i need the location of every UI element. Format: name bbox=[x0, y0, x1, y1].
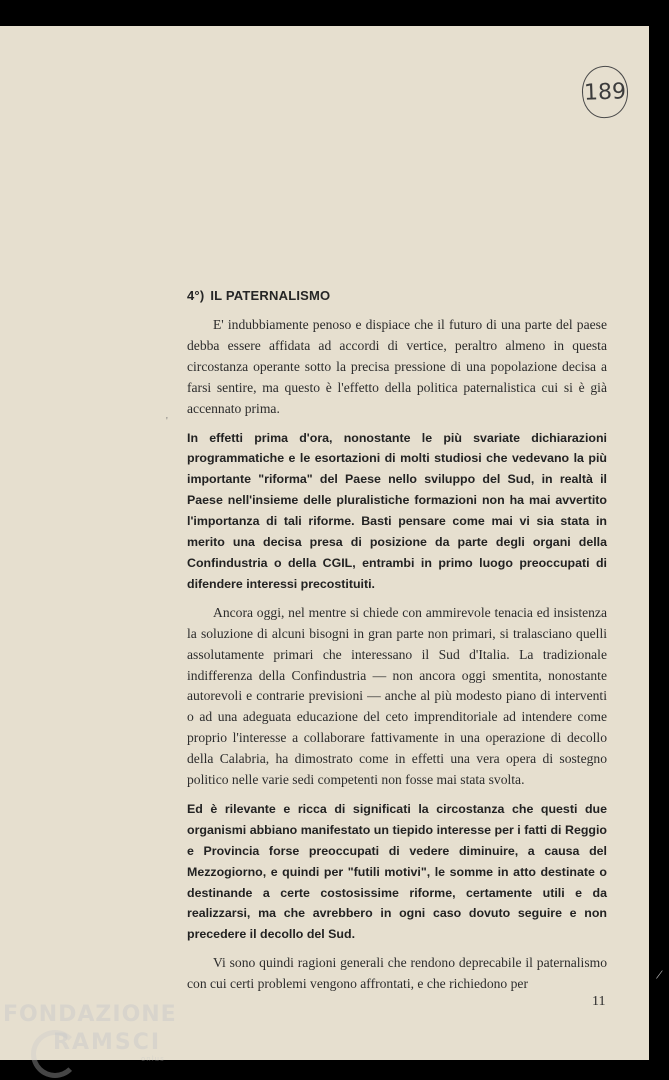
watermark-line2: RAMSCI bbox=[53, 1030, 162, 1055]
section-heading bbox=[187, 288, 330, 303]
paragraph: Ancora oggi, nel mentre si chiede con ammirevole tenacia ed insistenza la soluzione di alcuni bisogni in gran parte non primari, si tralasciano quelli assolutamente primari che interessano il Sud d'Italia. La tradizionale indifferenza della Confindustria — non ancora oggi smentita, nonostante autorevoli e contrarie previsioni — anche al più modesto piano di interventi o ad una adeguata educazione del ceto imprenditoriale ad intendere come proprio l'interesse a collaborare fattivamente in una operazione di decollo della Calabria, ha dimostrato come in effetti una vera opera di sostegno politico nelle varie sedi competenti non fosse mai stata svolta. bbox=[187, 604, 607, 788]
paragraph-bold: In effetti prima d'ora, nonostante le più svariate dichiarazioni programmatiche e le esortazioni di molti studiosi che vedevano la più importante "riforma" del Paese nello sviluppo del Sud, in realtà il Paese nell'insieme delle pluralistiche formazioni non ha mai avvertito l'importanza di tali riforme. Basti pensare come mai vi sia stata in merito una decisa presa di posizione da parte degli organi della Confindustria o della CGIL, entrambi in primo luogo preoccupati di difendere interessi precostituiti. bbox=[187, 430, 607, 591]
watermark-logo bbox=[3, 1002, 177, 1063]
paragraph: E' indubbiamente penoso e dispiace che il futuro di una parte del paese debba essere affidata ad accordi di vertice, peraltro almeno in questa circostanza operante sotto la precisa pressione di una popolazione decisa a farsi sentire, ma questo è l'effetto della politica paternalistica cui si è già accennato prima. bbox=[187, 317, 607, 416]
body-text bbox=[187, 315, 607, 1003]
archive-number: 189 bbox=[583, 78, 627, 106]
page-number: 11 bbox=[592, 994, 606, 1009]
watermark-g-icon bbox=[31, 1030, 79, 1078]
paragraph: Vi sono quindi ragioni generali che rendono deprecabile il paternalismo con cui certi problemi vengono affrontati, e che richiedono per bbox=[187, 955, 607, 992]
watermark-line1: FONDAZIONE bbox=[3, 1002, 177, 1027]
section-number: 4°) bbox=[187, 288, 205, 303]
section-title: IL PATERNALISMO bbox=[210, 288, 331, 303]
archive-number-stamp bbox=[579, 64, 630, 121]
margin-mark: ' bbox=[166, 416, 168, 427]
watermark-subtitle: onlus bbox=[141, 1055, 165, 1063]
paragraph-bold: Ed è rilevante e ricca di significati la circostanza che questi due organismi abbiano manifestato un tiepido interesse per i fatti di Reggio e Provincia forse preoccupati di vedere diminuire, a causa del Mezzogiorno, e quindi per "futili motivi", le somme in atto destinate o destinande a certe costosissime riforme, certamente utili e da realizzarsi, ma che avrebbero in ogni caso dovuto seguire e non precedere il decollo del Sud. bbox=[187, 801, 607, 942]
edge-mark: / bbox=[654, 967, 664, 984]
document-page bbox=[0, 26, 649, 1060]
